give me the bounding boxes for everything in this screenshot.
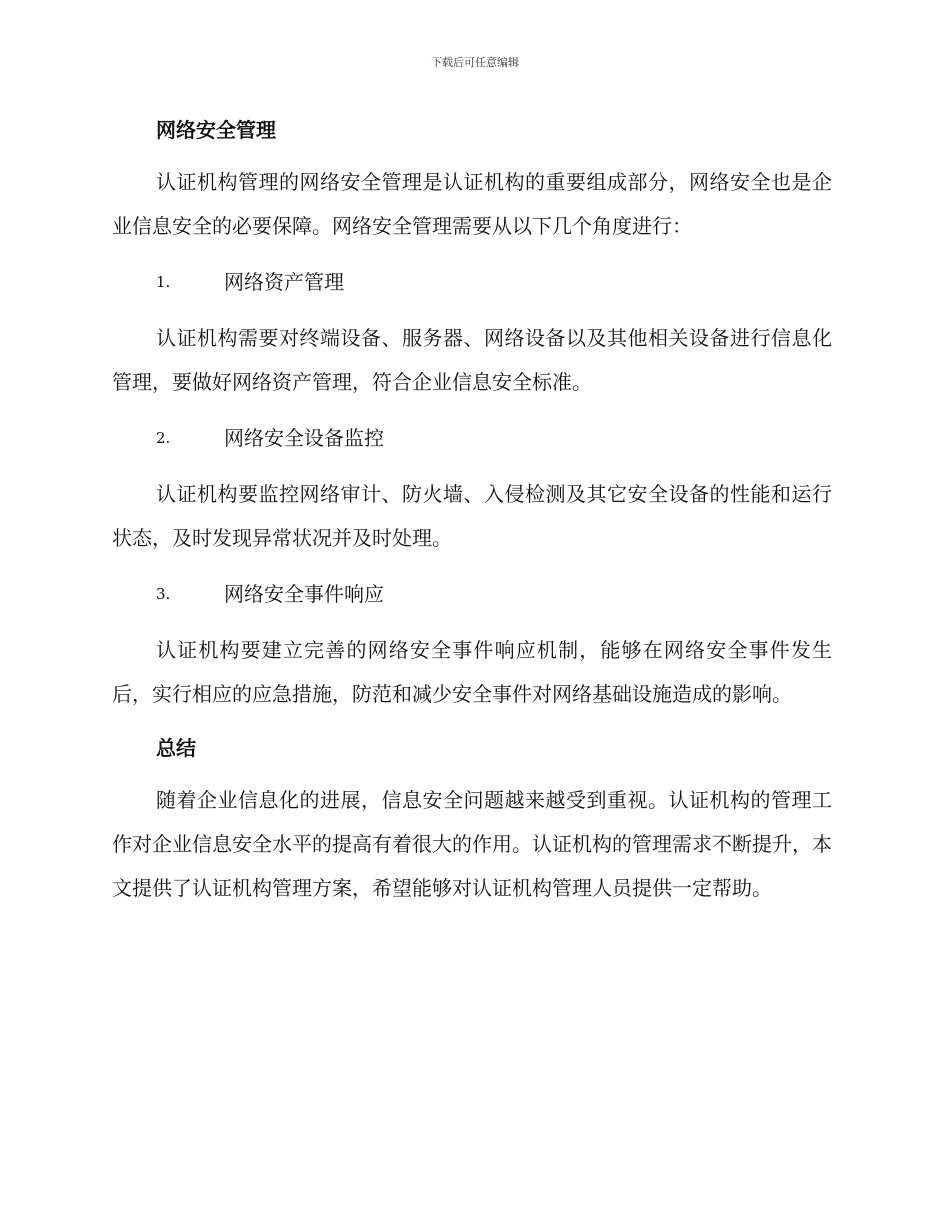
- list-number: 2.: [156, 429, 171, 447]
- document-body: [112, 112, 832, 910]
- item-paragraph: 认证机构需要对终端设备、服务器、网络设备以及其他相关设备进行信息化管理，要做好网络资产管理，符合企业信息安全标准。: [112, 326, 832, 394]
- item-paragraph: 认证机构要监控网络审计、防火墙、入侵检测及其它安全设备的性能和运行状态，及时发现异常状况并及时处理。: [112, 482, 832, 550]
- list-number: 1.: [156, 273, 171, 291]
- list-title: 网络安全设备监控: [224, 426, 384, 450]
- section-heading-summary: 总结: [156, 736, 196, 760]
- list-item-3: [112, 574, 832, 614]
- page-header: 下载后可任意编辑: [431, 56, 519, 69]
- list-item-2: [112, 418, 832, 458]
- list-number: 3.: [156, 585, 171, 603]
- list-title: 网络安全事件响应: [224, 582, 384, 606]
- intro-paragraph: 认证机构管理的网络安全管理是认证机构的重要组成部分，网络安全也是企业信息安全的必要保障。网络安全管理需要从以下几个角度进行：: [112, 170, 832, 238]
- list-item-1: [112, 262, 832, 302]
- list-title: 网络资产管理: [224, 270, 344, 294]
- summary-paragraph: 随着企业信息化的进展，信息安全问题越来越受到重视。认证机构的管理工作对企业信息安全水平的提高有着很大的作用。认证机构的管理需求不断提升，本文提供了认证机构管理方案，希望能够对认证机构管理人员提供一定帮助。: [112, 788, 832, 900]
- item-paragraph: 认证机构要建立完善的网络安全事件响应机制，能够在网络安全事件发生后，实行相应的应急措施，防范和减少安全事件对网络基础设施造成的影响。: [112, 638, 832, 706]
- section-heading-network-security: 网络安全管理: [156, 118, 276, 142]
